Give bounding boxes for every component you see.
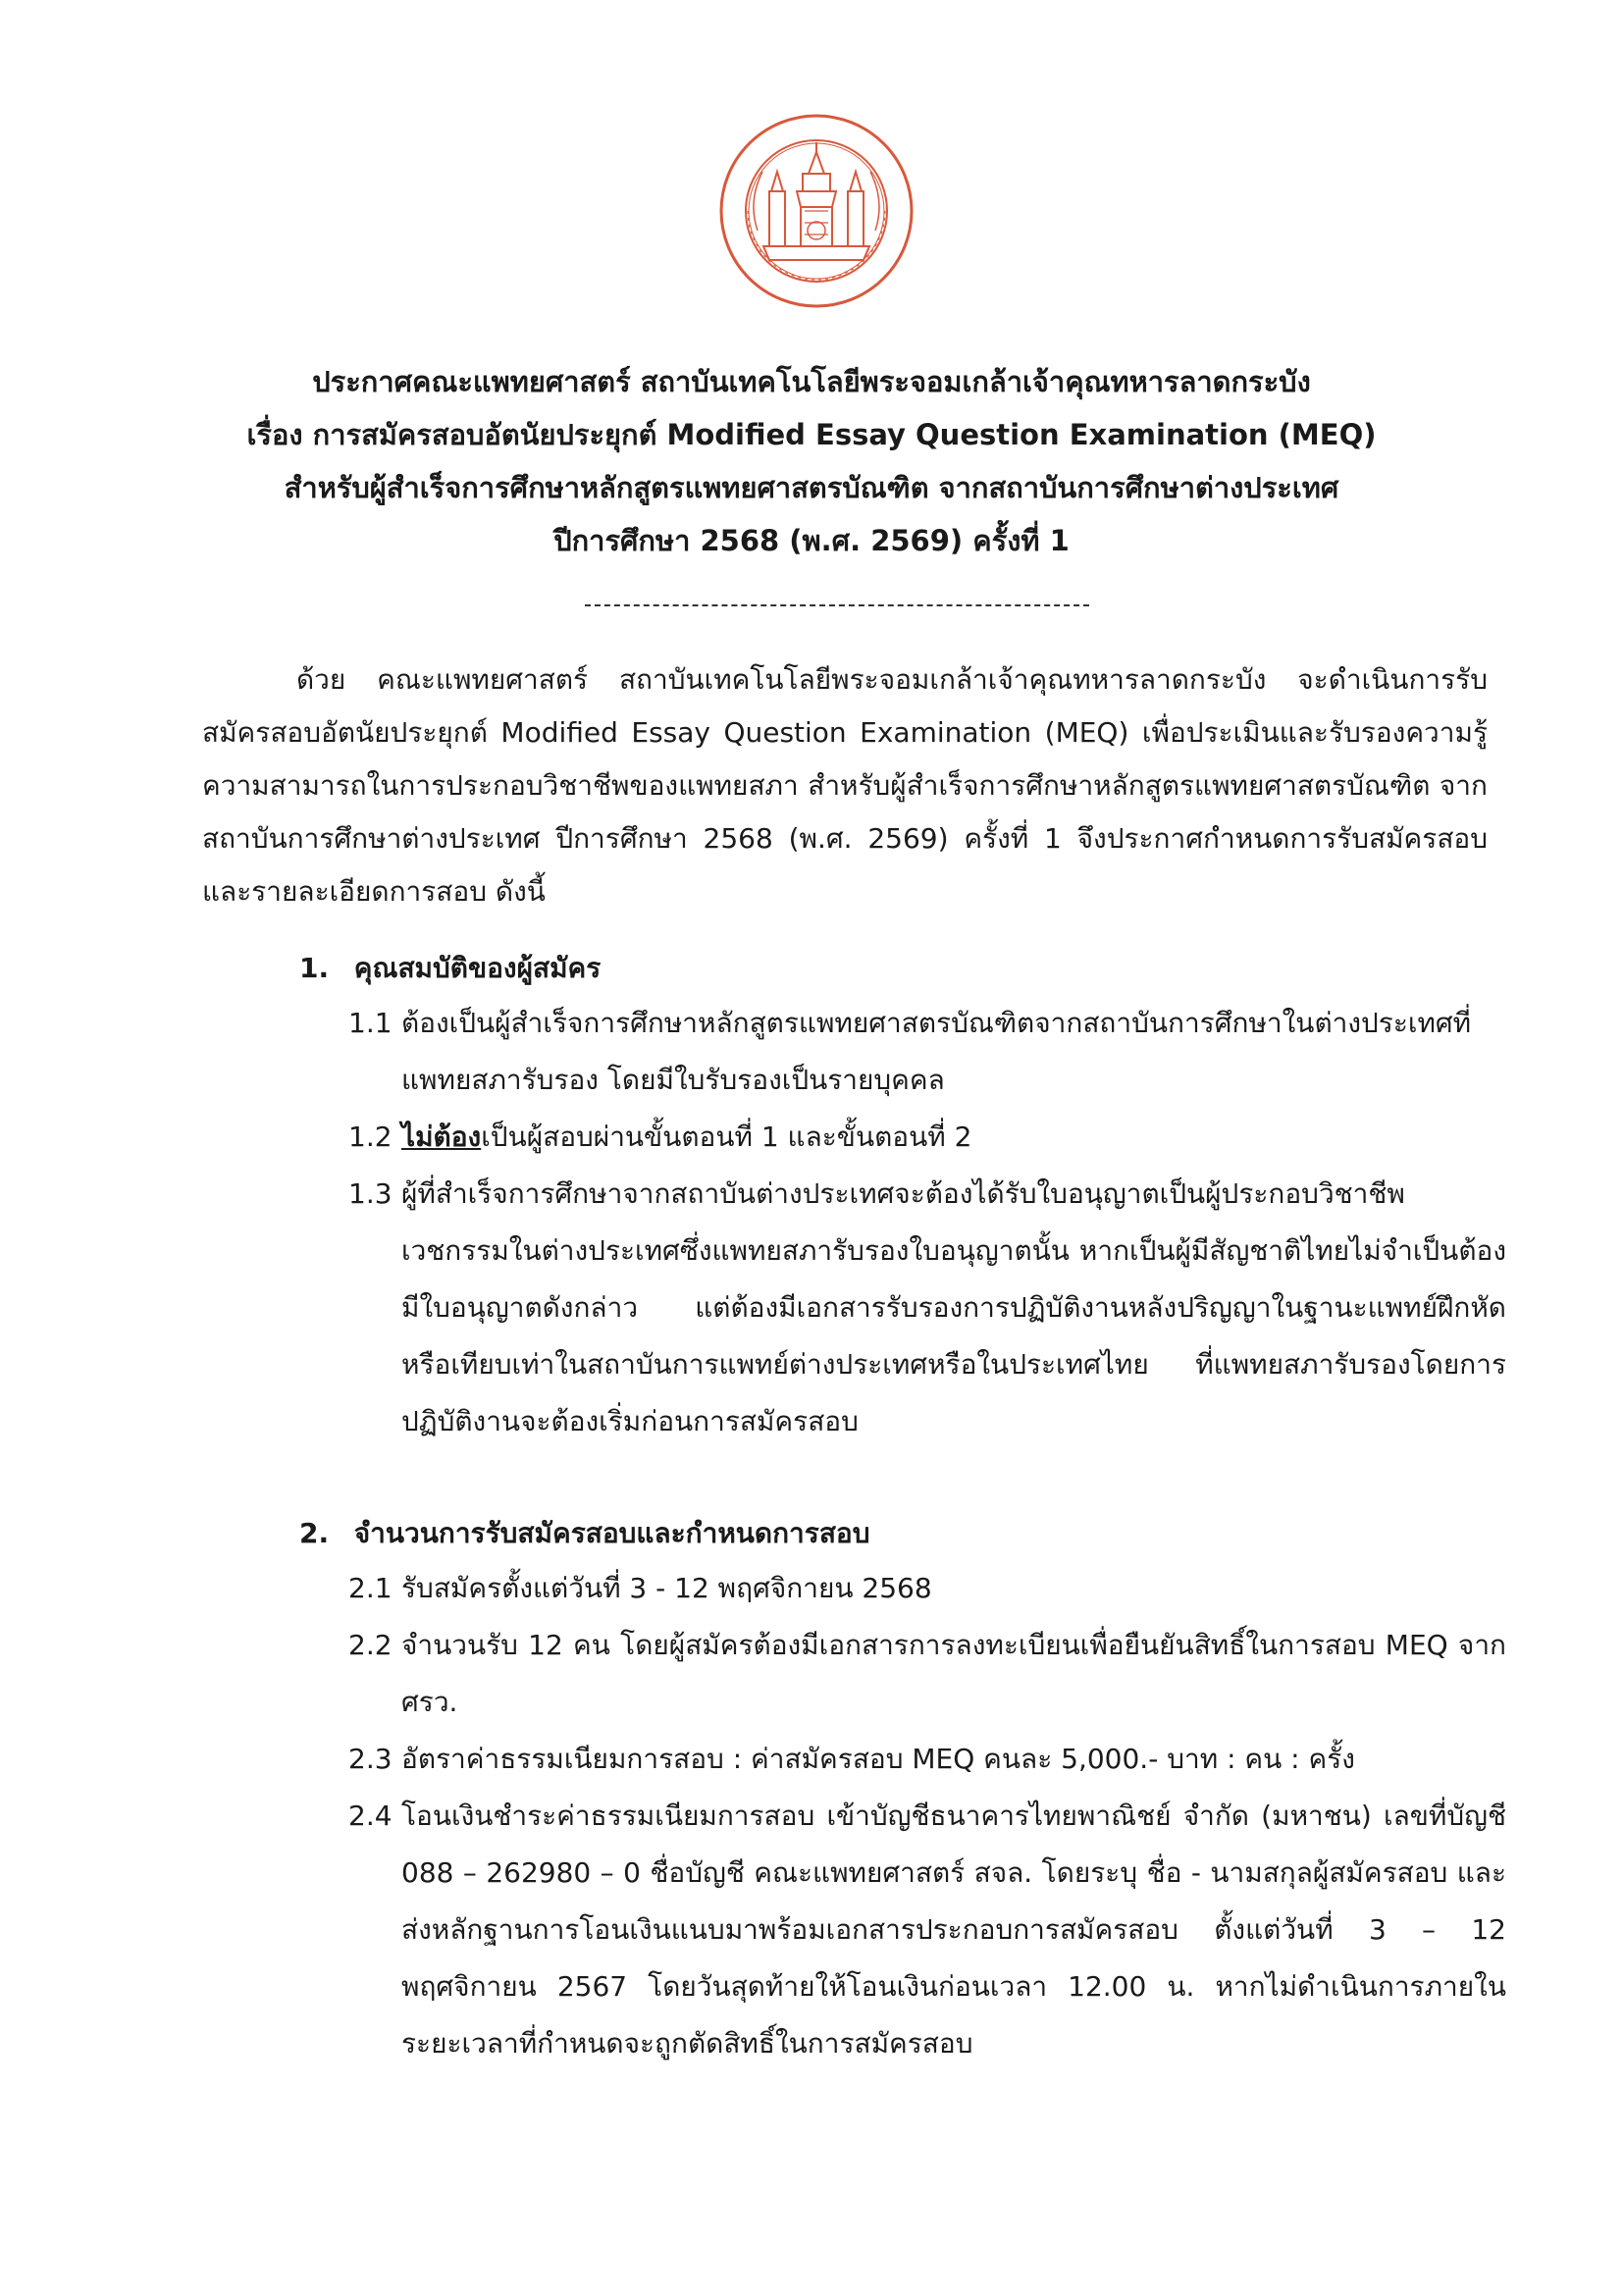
item-text: อัตราค่าธรรมเนียมการสอบ : ค่าสมัครสอบ MEQ คนละ 5,000.- บาท : คน : ครั้ง xyxy=(401,1743,1355,1775)
section-heading xyxy=(299,1507,1506,1560)
item-number: 2.3 xyxy=(348,1743,393,1775)
item-text-rest: เป็นผู้สอบผ่านขั้นตอนที่ 1 และขั้นตอนที่ 2 xyxy=(481,1121,972,1153)
item-text: รับสมัครตั้งแต่วันที่ 3 - 12 พฤศจิกายน 2568 xyxy=(401,1572,932,1604)
title-line-1: ประกาศคณะแพทยศาสตร์ สถาบันเทคโนโลยีพระจอมเกล้าเจ้าคุณทหารลาดกระบัง xyxy=(312,365,1311,398)
item-number: 2.1 xyxy=(348,1572,393,1604)
title-separator xyxy=(585,604,1089,626)
item-number: 2.2 xyxy=(348,1629,393,1661)
title-line-2: เรื่อง การสมัครสอบอัตนัยประยุกต์ Modified Essay Question Examination (MEQ) xyxy=(246,418,1377,451)
section-title: คุณสมบัติของผู้สมัคร xyxy=(353,952,602,984)
list-item xyxy=(348,1617,1506,1731)
item-text: ต้องเป็นผู้สำเร็จการศึกษาหลักสูตรแพทยศาสตรบัณฑิตจากสถาบันการศึกษาในต่างประเทศที่แพทยสภารับรอง โดยมีใบรับรองเป็นรายบุคคล xyxy=(401,1007,1472,1096)
item-number: 1.3 xyxy=(348,1177,393,1210)
list-item xyxy=(348,1166,1506,1450)
list-item xyxy=(348,1560,1506,1617)
item-text xyxy=(401,1109,1506,1166)
item-number: 2.4 xyxy=(348,1800,393,1832)
institute-seal-logo xyxy=(718,113,915,309)
emphasis-text: ไม่ต้อง xyxy=(401,1121,482,1153)
title-line-4: ปีการศึกษา 2568 (พ.ศ. 2569) ครั้งที่ 1 xyxy=(553,524,1070,557)
list-item xyxy=(348,995,1506,1109)
item-text: จำนวนรับ 12 คน โดยผู้สมัครต้องมีเอกสารการลงทะเบียนเพื่อยืนยันสิทธิ์ในการสอบ MEQ จาก ศรว. xyxy=(401,1629,1506,1718)
section-number: 2. xyxy=(299,1517,330,1549)
list-item xyxy=(348,1109,1506,1166)
item-text: ผู้ที่สำเร็จการศึกษาจากสถาบันต่างประเทศจะต้องได้รับใบอนุญาตเป็นผู้ประกอบวิชาชีพเวชกรรมในต่างประเทศซึ่งแพทยสภารับรองใบอนุญาตนั้น หากเป็นผู้มีสัญชาติไทยไม่จำเป็นต้องมีใบอนุญาตดังกล่าว แต่ต้องมีเอกสารรับรองการปฏิบัติงานหลังปริญญาในฐานะแพทย์ฝึกหัดหรือเทียบเท่าในสถาบันการแพทย์ต่างประเทศหรือในประเทศไทย ที่แพทยสภารับรองโดยการปฏิบัติงานจะต้องเริ่มก่อนการสมัครสอบ xyxy=(401,1177,1506,1437)
item-text: โอนเงินชำระค่าธรรมเนียมการสอบ เข้าบัญชีธนาคารไทยพาณิชย์ จำกัด (มหาชน) เลขที่บัญชี 088 – 262980 – 0 ชื่อบัญชี คณะแพทยศาสตร์ สจล. โดยระบุ ชื่อ - นามสกุลผู้สมัครสอบ และส่งหลักฐานการโอนเงินแนบมาพร้อมเอกสารประกอบการสมัครสอบ ตั้งแต่วันที่ 3 – 12 พฤศจิกายน 2567 โดยวันสุดท้ายให้โอนเงินก่อนเวลา 12.00 น. หากไม่ดำเนินการภายในระยะเวลาที่กำหนดจะถูกตัดสิทธิ์ในการสมัครสอบ xyxy=(401,1800,1506,2060)
intro-paragraph: ด้วย คณะแพทยศาสตร์ สถาบันเทคโนโลยีพระจอมเกล้าเจ้าคุณทหารลาดกระบัง จะดำเนินการรับสมัครสอบอัตนัยประยุกต์ Modified Essay Question Examination (MEQ) เพื่อประเมินและรับรองความรู้ความสามารถในการประกอบวิชาชีพของแพทยสภา สำหรับผู้สำเร็จการศึกษาหลักสูตรแพทยศาสตรบัณฑิต จากสถาบันการศึกษาต่างประเทศ ปีการศึกษา 2568 (พ.ศ. 2569) ครั้งที่ 1 จึงประกาศกำหนดการรับสมัครสอบและรายละเอียดการสอบ ดังนี้ xyxy=(202,663,1488,908)
item-number: 1.2 xyxy=(348,1121,393,1153)
announcement-title xyxy=(0,355,1623,567)
section-heading xyxy=(299,942,1506,995)
list-item xyxy=(348,1731,1506,1788)
title-line-3: สำหรับผู้สำเร็จการศึกษาหลักสูตรแพทยศาสตรบัณฑิต จากสถาบันการศึกษาต่างประเทศ xyxy=(284,471,1339,504)
section-schedule xyxy=(299,1507,1506,2072)
list-item xyxy=(348,1788,1506,2072)
section-title: จำนวนการรับสมัครสอบและกำหนดการสอบ xyxy=(353,1517,870,1549)
section-number: 1. xyxy=(299,952,330,984)
section-qualifications xyxy=(299,942,1506,1450)
item-number: 1.1 xyxy=(348,1007,393,1039)
